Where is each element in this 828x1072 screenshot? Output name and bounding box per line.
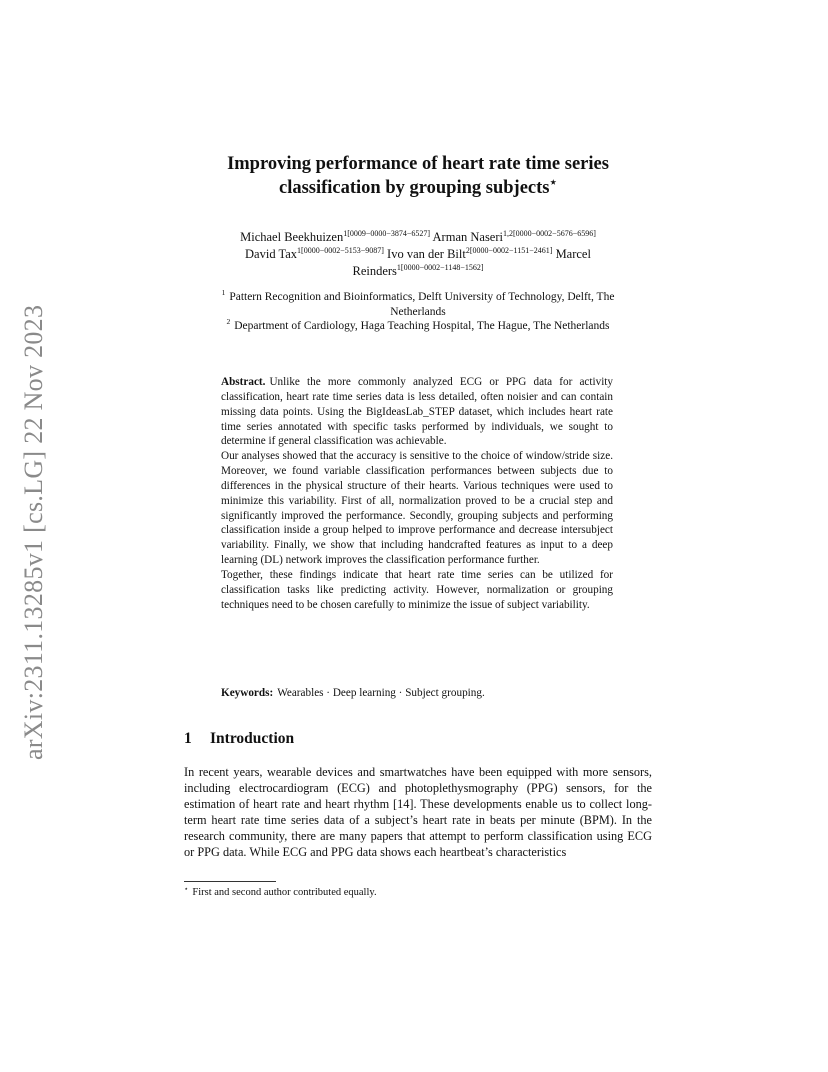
title-line-2-text: classification by grouping subjects xyxy=(278,178,550,198)
affiliation-text: Department of Cardiology, Haga Teaching Hospital, The Hague, The Netherlands xyxy=(234,320,610,332)
author-orcid: 2[0000−0002−1151−2461] xyxy=(465,245,553,255)
author-list xyxy=(184,229,652,280)
affiliation-1-continued: Netherlands xyxy=(390,305,446,318)
footnote-marker: ⋆ xyxy=(184,884,189,893)
author-line-3 xyxy=(184,263,652,280)
abstract-paragraph-1 xyxy=(221,375,613,449)
section-heading-introduction xyxy=(184,729,294,749)
keywords-text: Wearables · Deep learning · Subject grouping. xyxy=(277,687,485,699)
author-orcid: 1[0000−0002−1148−1562] xyxy=(396,262,484,272)
introduction-paragraph: In recent years, wearable devices and smartwatches have been equipped with more sensors, including electrocardiogram (ECG) and photoplethysmography (PPG) sensors, for the estimation of heart rate and heart rhythm [14]. These developments enable us to collect long-term heart rate time series data of a subject’s heart rate in beats per minute (BPM). In the research community, there are many papers that attempt to perform classification using ECG or PPG data. While ECG and PPG data shows each heartbeat’s characteristics xyxy=(184,765,652,860)
introduction-body xyxy=(184,764,652,861)
abstract-text: Unlike the more commonly analyzed ECG or PPG data for activity classification, heart rate time series data is less detailed, often noisier and can contain missing data points. Using the BigIdeasLab_STEP dataset, which includes heart rate time series annotated with specific tasks performed by individuals, we sought to determine if general classification was achievable. xyxy=(221,376,613,448)
author-line-2 xyxy=(184,246,652,263)
author-name: David Tax xyxy=(245,247,298,261)
abstract-paragraph-2: Our analyses showed that the accuracy is sensitive to the choice of window/stride size. Moreover, we found variable classification performances between subjects due to differences in the physical structure of their hearts. Various techniques were used to minimize this variability. First of all, normalization proved to be a crucial step and significantly improved the performance. Secondly, grouping subjects and performing classification inside a group helped to improve performance and decrease intersubject variability. Finally, we show that including handcrafted features as input to a deep learning (DL) network improves the classification performance further. xyxy=(221,450,613,567)
keywords-label: Keywords: xyxy=(221,687,274,699)
footnote-text: First and second author contributed equally. xyxy=(192,887,377,898)
title-footnote-marker: ⋆ xyxy=(549,174,558,189)
affiliation-1 xyxy=(182,290,654,305)
arxiv-identifier-stamp: arXiv:2311.13285v1 [cs.LG] 22 Nov 2023 xyxy=(19,304,48,760)
title-line-1: Improving performance of heart rate time series xyxy=(227,154,609,174)
author-orcid: 1[0009−0000−3874−6527] xyxy=(343,228,431,238)
affiliation-text: Pattern Recognition and Bioinformatics, Delft University of Technology, Delft, The xyxy=(229,291,615,303)
affiliation-2 xyxy=(182,319,654,334)
author-name: Arman Naseri xyxy=(432,230,503,244)
abstract-paragraph-3: Together, these findings indicate that heart rate time series can be utilized for classification tasks like predicting activity. However, normalization or grouping techniques need to be chosen carefully to minimize the issue of subject variability. xyxy=(221,568,613,611)
title-line-2 xyxy=(184,176,652,200)
footnote xyxy=(184,886,652,899)
affiliation-number: 1 xyxy=(221,288,226,298)
paper-title xyxy=(184,152,652,200)
affiliations xyxy=(182,290,654,334)
author-name-first-part: Marcel xyxy=(555,247,591,261)
footnote-rule xyxy=(184,881,276,882)
section-title: Introduction xyxy=(210,730,295,747)
author-line-1 xyxy=(184,229,652,246)
author-name: Ivo van der Bilt xyxy=(387,247,466,261)
affiliation-number: 2 xyxy=(226,317,231,327)
keywords xyxy=(221,686,613,701)
author-name-last-part: Reinders xyxy=(352,264,397,278)
author-name: Michael Beekhuizen xyxy=(240,230,344,244)
author-orcid: 1[0000−0002−5153−9087] xyxy=(297,245,384,255)
section-number: 1 xyxy=(184,730,192,747)
abstract xyxy=(221,375,613,613)
abstract-label: Abstract. xyxy=(221,376,266,388)
author-orcid: 1,2[0000−0002−5676−6596] xyxy=(503,228,596,238)
